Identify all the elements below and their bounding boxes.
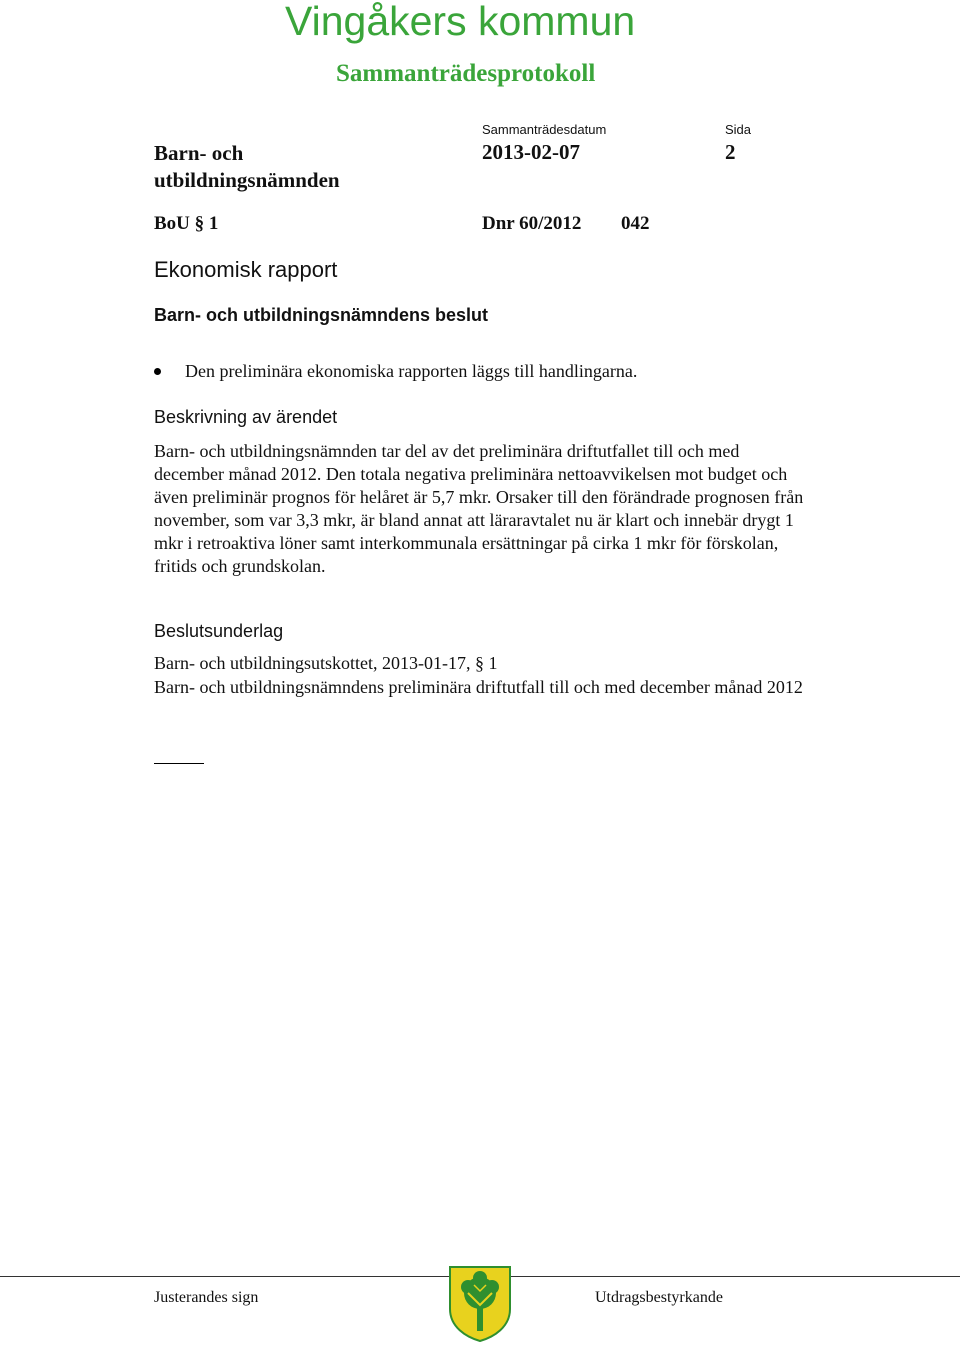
extract-certification-label: Utdragsbestyrkande <box>595 1289 723 1306</box>
coat-of-arms-icon <box>448 1265 512 1347</box>
document-type: Sammanträdesprotokoll <box>336 60 596 87</box>
basis-heading: Beslutsunderlag <box>154 621 284 641</box>
page-label: Sida <box>725 122 752 137</box>
decision-item: Den preliminära ekonomiska rapporten läggs till handlingarna. <box>185 361 638 381</box>
adjuster-signature-label: Justerandes sign <box>154 1289 259 1306</box>
paragraph-number: BoU § 1 <box>154 213 219 234</box>
description-heading: Beskrivning av ärendet <box>154 407 338 427</box>
bullet-icon <box>154 368 161 375</box>
meeting-date: 2013-02-07 <box>482 140 580 164</box>
municipality-name: Vingåkers kommun <box>285 0 636 44</box>
case-title: Ekonomisk rapport <box>154 257 338 282</box>
description-body: Barn- och utbildningsnämnden tar del av det preliminära driftutfallet till och med december månad 2012. Den totala negativa preliminära nettoavvikelsen mot budget och även preliminär prognos för helåret är 5,7 mkr. Orsaker till den förändrade prognosen från november, som var 3,3 mkr, är bland annat att läraravtalet nu är klart och innebär drygt 1 mkr i retroaktiva löner samt interkommunala ersättningar på cirka 1 mkr för förskolan, fritids och grundskolan. <box>154 441 804 576</box>
end-rule <box>154 763 204 764</box>
date-label: Sammanträdesdatum <box>482 122 607 137</box>
decision-heading: Barn- och utbildningsnämndens beslut <box>154 305 489 325</box>
page-number: 2 <box>725 140 736 164</box>
basis-item: Barn- och utbildningsutskottet, 2013-01-17, § 1 <box>154 653 498 673</box>
diary-number: Dnr 60/2012 <box>482 213 582 234</box>
diary-code: 042 <box>621 213 650 234</box>
basis-item: Barn- och utbildningsnämndens preliminära driftutfall till och med december månad 2012 <box>154 677 803 697</box>
board-name: Barn- och utbildningsnämnden <box>154 141 340 192</box>
